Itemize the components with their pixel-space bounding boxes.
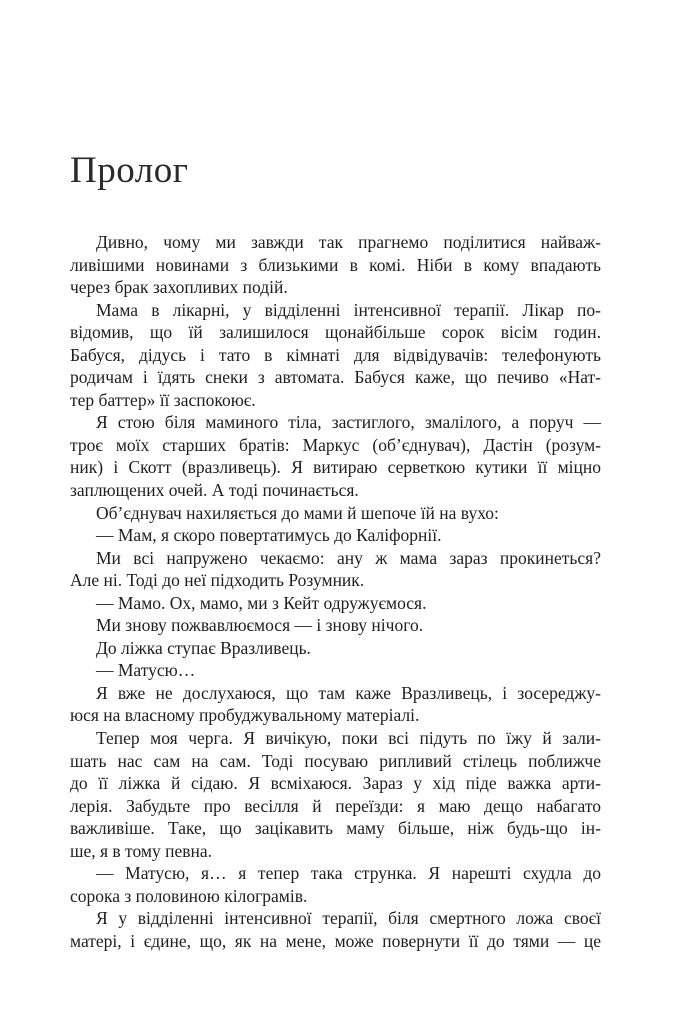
paragraph: [70, 659, 601, 682]
text-line: матері, і єдине, що, як на мене, може повернути її до тями — це: [70, 930, 601, 951]
chapter-body: [70, 231, 601, 953]
text-line: — Мамо. Ох, мамо, ми з Кейт одружуємося.: [96, 592, 427, 613]
paragraph: [70, 682, 601, 727]
text-line: — Матусю, я… я тепер така струнка. Я нарешті схудла до: [96, 863, 601, 884]
text-line: тер баттер» її заспокоює.: [70, 389, 256, 410]
text-line: — Матусю…: [96, 660, 196, 681]
text-line: ливішими новинами з близькими в комі. Ніби в кому впадають: [70, 254, 601, 275]
text-line: шать нас сам на сам. Тоді посуваю рипливий стілець поближче: [70, 750, 601, 771]
paragraph: [70, 299, 601, 412]
text-line: важливіше. Таке, що зацікавить маму більше, ніж будь-що ін-: [70, 818, 601, 839]
paragraph: [70, 231, 601, 299]
paragraph: [70, 592, 601, 615]
text-line: ше, я в тому певна.: [70, 840, 212, 861]
chapter-title: Пролог: [70, 150, 189, 191]
paragraph: [70, 614, 601, 637]
paragraph: [70, 727, 601, 862]
text-line: Ми всі напружено чекаємо: ану ж мама зараз прокинеться?: [96, 547, 601, 568]
paragraph: [70, 502, 601, 525]
text-line: Тепер моя черга. Я вичікую, поки всі підуть по їжу й зали-: [96, 728, 601, 749]
text-line: — Мам, я скоро повертатимусь до Каліфорнії.: [96, 525, 442, 546]
text-line: Дивно, чому ми завжди так прагнемо поділитися найваж-: [96, 232, 601, 252]
text-line: Я у відділенні інтенсивної терапії, біля смертного ложа своєї: [96, 908, 601, 929]
text-line: Я вже не дослухаюся, що там каже Вразливець, і зосереджу-: [96, 682, 601, 703]
paragraph: [70, 637, 601, 660]
text-line: Мама в лікарні, у відділенні інтенсивної терапії. Лікар по-: [96, 299, 601, 320]
paragraph: [70, 411, 601, 501]
text-line: ник) і Скотт (вразливець). Я витираю серветкою кутики її міцно: [70, 457, 601, 478]
text-line: відомив, що їй залишилося щонайбільше сорок вісім годин.: [70, 322, 601, 343]
text-line: заплющених очей. А тоді починається.: [70, 480, 359, 501]
paragraph: [70, 524, 601, 547]
text-line: троє моїх старших братів: Маркус (об’єднувач), Дастін (розум-: [70, 434, 601, 455]
text-line: Але ні. Тоді до неї підходить Розумник.: [70, 570, 365, 591]
text-line: До ліжка ступає Вразливець.: [96, 637, 311, 658]
paragraph: [70, 862, 601, 907]
text-line: сорока з половиною кілограмів.: [70, 885, 308, 906]
text-line: Ми знову пожвавлюємося — і знову нічого.: [96, 615, 424, 636]
text-line: юся на власному пробуджувальному матеріалі.: [70, 705, 420, 726]
text-line: Я стою біля маминого тіла, застиглого, змалілого, а поруч —: [96, 412, 601, 433]
paragraph: [70, 547, 601, 592]
text-line: Бабуся, дідусь і тато в кімнаті для відвідувачів: телефонують: [70, 344, 601, 365]
text-line: лерія. Забудьте про весілля й переїзди: я маю дещо набагато: [70, 795, 601, 816]
text-line: родичам і їдять снеки з автомата. Бабуся каже, що печиво «Нат-: [70, 367, 601, 388]
paragraph: [70, 907, 601, 952]
text-line: до її ліжка й сідаю. Я всміхаюся. Зараз у хід піде важка арти-: [70, 773, 601, 794]
text-line: через брак захопливих подій.: [70, 277, 288, 298]
text-line: Об’єднувач нахиляється до мами й шепоче їй на вухо:: [96, 502, 499, 523]
